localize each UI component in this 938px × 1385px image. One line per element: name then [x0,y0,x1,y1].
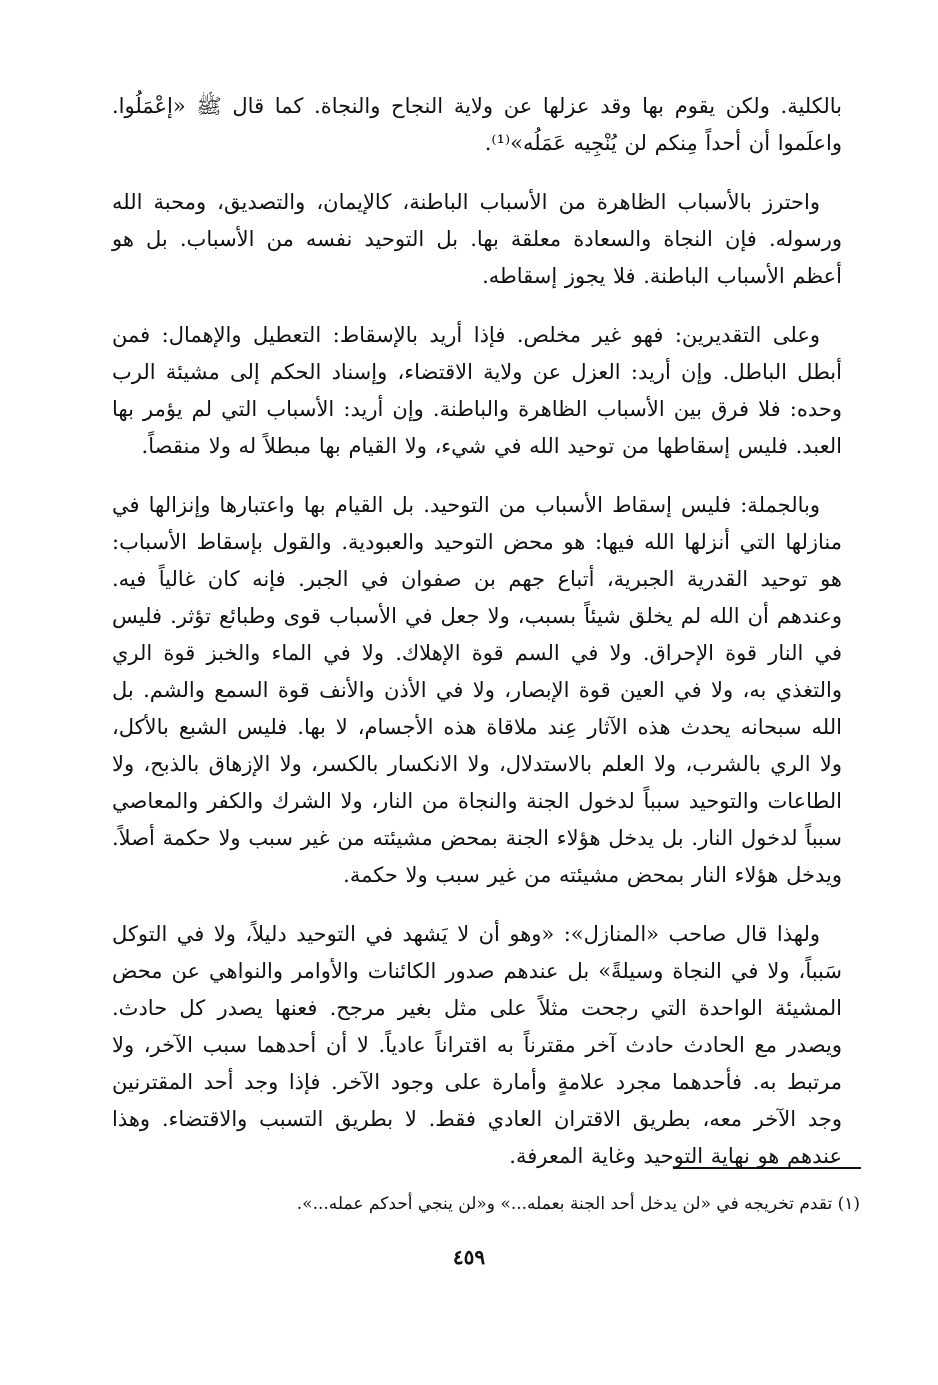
paragraph-4-text: وبالجملة: فليس إسقاط الأسباب من التوحيد. بل القيام بها واعتبارها وإنزالها في منازلها التي أنزلها الله فيها: هو محض التوحيد والعبودية. والقول بإسقاط الأسباب: هو توحيد القدرية الجبرية، أتباع جهم بن صفوان في الجبر. فإنه كان غالياً فيه. وعندهم أن الله لم يخلق شيئاً بسبب، ولا جعل في الأسباب قوى وطبائع تؤثر. فليس في النار قوة الإحراق. ولا في السم قوة الإهلاك. ولا في الماء والخبز قوة الري والتغذي به، ولا في العين قوة الإبصار، ولا في الأذن والأنف قوة السمع والشم. بل الله سبحانه يحدث هذه الآثار عِند ملاقاة هذه الأجسام، لا بها. فليس الشبع بالأكل، ولا الري بالشرب، ولا العلم بالاستدلال، ولا الانكسار بالكسر، ولا الإزهاق بالذبح، ولا الطاعات والتوحيد سبباً لدخول الجنة والنجاة من النار، ولا الشرك والكفر والمعاصي سبباً لدخول النار. بل يدخل هؤلاء الجنة بمحض مشيئته من غير سبب ولا حكمة أصلاً. ويدخل هؤلاء النار بمحض مشيئته من غير سبب ولا حكمة. [112,493,842,887]
footnote-separator [673,1167,861,1169]
paragraph-3-text: وعلى التقديرين: فهو غير مخلص. فإذا أريد بالإسقاط: التعطيل والإهمال: فمن أبطل الباطل. وإن أريد: العزل عن ولاية الاقتضاء، وإسناد الحكم إلى مشيئة الرب وحده: فلا فرق بين الأسباب الظاهرة والباطنة. وإن أريد: الأسباب التي لم يؤمر بها العبد. فليس إسقاطها من توحيد الله في شيء، ولا القيام بها مبطلاً له ولا منقصاً. [112,323,842,458]
paragraph-3 [112,317,842,465]
paragraph-2 [112,184,842,295]
paragraph-2-text: واحترز بالأسباب الظاهرة من الأسباب الباطنة، كالإيمان، والتصديق، ومحبة الله ورسوله. فإن النجاة والسعادة معلقة بها. بل التوحيد نفسه من الأسباب. بل هو أعظم الأسباب الباطنة. فلا يجوز إسقاطه. [112,190,842,288]
paragraph-5-text: ولهذا قال صاحب «المنازل»: «وهو أن لا يَشهد في التوحيد دليلاً، ولا في التوكل سَبباً، ولا في النجاة وسيلةً» بل عندهم صدور الكائنات والأوامر والنواهي عن محض المشيئة الواحدة التي رجحت مثلاً على مثل بغير مرجح. فعنها يصدر كل حادث. ويصدر مع الحادث حادث آخر مقترناً به اقتراناً عادياً. لا أن أحدهما سبب الآخر، ولا مرتبط به. فأحدهما مجرد علامةٍ وأمارة على وجود الآخر. فإذا وجد أحد المقترنين وجد الآخر معه، بطريق الاقتران العادي فقط. لا بطريق التسبب والاقتضاء. وهذا عندهم هو نهاية التوحيد وغاية المعرفة. [112,922,842,1168]
paragraph-5 [112,916,842,1175]
page-number: ٤٥٩ [452,1245,486,1269]
main-text-block [112,88,842,1197]
paragraph-1-text: بالكلية. ولكن يقوم بها وقد عزلها عن ولاية النجاح والنجاة. كما قال ﷺ «إعْمَلُوا. واعلَموا أن أحداً مِنكم لن يُنْجِيه عَمَلُه»⁽¹⁾. [112,94,842,155]
paragraph-1 [112,88,842,162]
paragraph-4 [112,487,842,894]
footnote: (١) تقدم تخريجه في «لن يدخل أحد الجنة بعمله...» و«لن ينجي أحدكم عمله...». [296,1194,860,1214]
